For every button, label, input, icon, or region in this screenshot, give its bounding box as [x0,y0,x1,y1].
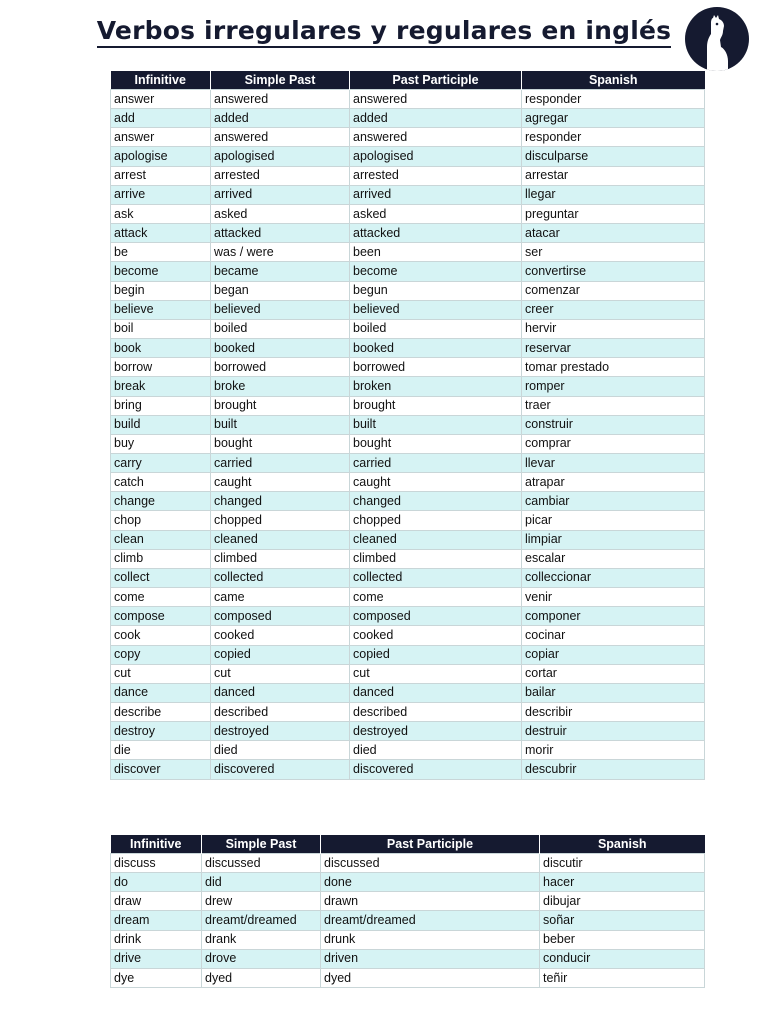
infinitive-cell: destroy [111,722,211,741]
column-header: Spanish [522,71,705,90]
infinitive-cell: ask [111,204,211,223]
infinitive-cell: dye [111,968,202,987]
spanish-cell: hervir [522,319,705,338]
table-row [111,911,705,930]
spanish-cell: limpiar [522,530,705,549]
alpaca-logo-icon [685,7,749,71]
past-participle-cell: changed [350,492,522,511]
past-participle-cell: discussed [321,854,540,873]
infinitive-cell: do [111,873,202,892]
table-row [111,204,705,223]
spanish-cell: creer [522,300,705,319]
simple-past-cell: climbed [211,549,350,568]
infinitive-cell: dance [111,683,211,702]
simple-past-cell: cleaned [211,530,350,549]
spanish-cell: cambiar [522,492,705,511]
table-row [111,224,705,243]
past-participle-cell: become [350,262,522,281]
simple-past-cell: did [202,873,321,892]
column-header: Spanish [540,835,705,854]
table-row [111,166,705,185]
infinitive-cell: compose [111,607,211,626]
spanish-cell: preguntar [522,204,705,223]
simple-past-cell: discussed [202,854,321,873]
table-row [111,434,705,453]
infinitive-cell: copy [111,645,211,664]
spanish-cell: responder [522,128,705,147]
spanish-cell: teñir [540,968,705,987]
infinitive-cell: die [111,741,211,760]
column-header: Simple Past [202,835,321,854]
infinitive-cell: dream [111,911,202,930]
simple-past-cell: caught [211,473,350,492]
infinitive-cell: clean [111,530,211,549]
past-participle-cell: destroyed [350,722,522,741]
past-participle-cell: dreamt/dreamed [321,911,540,930]
simple-past-cell: boiled [211,319,350,338]
simple-past-cell: built [211,415,350,434]
spanish-cell: colleccionar [522,568,705,587]
table-row [111,358,705,377]
past-participle-cell: borrowed [350,358,522,377]
table-header-row [111,835,705,854]
table-row [111,760,705,779]
spanish-cell: romper [522,377,705,396]
simple-past-cell: chopped [211,511,350,530]
spanish-cell: atrapar [522,473,705,492]
simple-past-cell: borrowed [211,358,350,377]
table-row [111,453,705,472]
table-row [111,262,705,281]
table-row [111,588,705,607]
past-participle-cell: asked [350,204,522,223]
past-participle-cell: danced [350,683,522,702]
table-row [111,741,705,760]
past-participle-cell: drawn [321,892,540,911]
simple-past-cell: arrived [211,185,350,204]
infinitive-cell: change [111,492,211,511]
table-row [111,949,705,968]
table-row [111,892,705,911]
infinitive-cell: boil [111,319,211,338]
spanish-cell: discutir [540,854,705,873]
table-row [111,281,705,300]
infinitive-cell: begin [111,281,211,300]
simple-past-cell: discovered [211,760,350,779]
table-row [111,568,705,587]
infinitive-cell: arrest [111,166,211,185]
infinitive-cell: book [111,339,211,358]
infinitive-cell: bring [111,396,211,415]
verbs-table-2 [110,835,705,988]
past-participle-cell: answered [350,90,522,109]
infinitive-cell: draw [111,892,202,911]
past-participle-cell: driven [321,949,540,968]
simple-past-cell: believed [211,300,350,319]
table-header-row [111,71,705,90]
simple-past-cell: brought [211,396,350,415]
spanish-cell: cocinar [522,626,705,645]
column-header: Past Participle [350,71,522,90]
infinitive-cell: chop [111,511,211,530]
table-row [111,90,705,109]
table-row [111,549,705,568]
infinitive-cell: believe [111,300,211,319]
simple-past-cell: changed [211,492,350,511]
infinitive-cell: discover [111,760,211,779]
column-header: Past Participle [321,835,540,854]
table-row [111,626,705,645]
page-title: Verbos irregulares y regulares en inglés [0,16,768,45]
simple-past-cell: drew [202,892,321,911]
table-row [111,339,705,358]
infinitive-cell: be [111,243,211,262]
simple-past-cell: dyed [202,968,321,987]
infinitive-cell: borrow [111,358,211,377]
spanish-cell: escalar [522,549,705,568]
spanish-cell: comprar [522,434,705,453]
table-row [111,185,705,204]
past-participle-cell: answered [350,128,522,147]
simple-past-cell: attacked [211,224,350,243]
column-header: Simple Past [211,71,350,90]
simple-past-cell: composed [211,607,350,626]
table-row [111,607,705,626]
table-row [111,968,705,987]
infinitive-cell: collect [111,568,211,587]
past-participle-cell: booked [350,339,522,358]
column-header: Infinitive [111,71,211,90]
table-row [111,147,705,166]
past-participle-cell: cleaned [350,530,522,549]
spanish-cell: describir [522,703,705,722]
simple-past-cell: came [211,588,350,607]
simple-past-cell: dreamt/dreamed [202,911,321,930]
table-row [111,530,705,549]
infinitive-cell: discuss [111,854,202,873]
spanish-cell: conducir [540,949,705,968]
spanish-cell: agregar [522,109,705,128]
past-participle-cell: brought [350,396,522,415]
table-row [111,128,705,147]
spanish-cell: hacer [540,873,705,892]
infinitive-cell: answer [111,90,211,109]
simple-past-cell: began [211,281,350,300]
spanish-cell: descubrir [522,760,705,779]
simple-past-cell: added [211,109,350,128]
spanish-cell: cortar [522,664,705,683]
spanish-cell: convertirse [522,262,705,281]
simple-past-cell: died [211,741,350,760]
simple-past-cell: apologised [211,147,350,166]
spanish-cell: destruir [522,722,705,741]
simple-past-cell: became [211,262,350,281]
spanish-cell: arrestar [522,166,705,185]
table-row [111,473,705,492]
table-row [111,664,705,683]
table-row [111,300,705,319]
infinitive-cell: carry [111,453,211,472]
table-row [111,854,705,873]
infinitive-cell: come [111,588,211,607]
table-row [111,415,705,434]
past-participle-cell: cooked [350,626,522,645]
infinitive-cell: build [111,415,211,434]
table-row [111,377,705,396]
table-row [111,243,705,262]
simple-past-cell: drove [202,949,321,968]
simple-past-cell: drank [202,930,321,949]
past-participle-cell: climbed [350,549,522,568]
past-participle-cell: caught [350,473,522,492]
table-row [111,109,705,128]
spanish-cell: soñar [540,911,705,930]
spanish-cell: comenzar [522,281,705,300]
simple-past-cell: booked [211,339,350,358]
simple-past-cell: answered [211,90,350,109]
infinitive-cell: drink [111,930,202,949]
column-header: Infinitive [111,835,202,854]
spanish-cell: llevar [522,453,705,472]
infinitive-cell: catch [111,473,211,492]
past-participle-cell: carried [350,453,522,472]
past-participle-cell: broken [350,377,522,396]
past-participle-cell: begun [350,281,522,300]
spanish-cell: picar [522,511,705,530]
simple-past-cell: described [211,703,350,722]
simple-past-cell: was / were [211,243,350,262]
past-participle-cell: attacked [350,224,522,243]
table-row [111,703,705,722]
table-row [111,645,705,664]
spanish-cell: ser [522,243,705,262]
table-row [111,396,705,415]
past-participle-cell: boiled [350,319,522,338]
table-row [111,683,705,702]
past-participle-cell: been [350,243,522,262]
table-row [111,319,705,338]
past-participle-cell: added [350,109,522,128]
past-participle-cell: dyed [321,968,540,987]
infinitive-cell: add [111,109,211,128]
past-participle-cell: copied [350,645,522,664]
infinitive-cell: climb [111,549,211,568]
spanish-cell: beber [540,930,705,949]
spanish-cell: traer [522,396,705,415]
simple-past-cell: collected [211,568,350,587]
simple-past-cell: answered [211,128,350,147]
past-participle-cell: collected [350,568,522,587]
spanish-cell: copiar [522,645,705,664]
infinitive-cell: describe [111,703,211,722]
spanish-cell: responder [522,90,705,109]
spanish-cell: morir [522,741,705,760]
verbs-table-1 [110,71,705,780]
past-participle-cell: arrested [350,166,522,185]
infinitive-cell: break [111,377,211,396]
past-participle-cell: described [350,703,522,722]
simple-past-cell: carried [211,453,350,472]
table-row [111,930,705,949]
past-participle-cell: discovered [350,760,522,779]
spanish-cell: bailar [522,683,705,702]
past-participle-cell: apologised [350,147,522,166]
spanish-cell: disculparse [522,147,705,166]
simple-past-cell: cooked [211,626,350,645]
simple-past-cell: cut [211,664,350,683]
past-participle-cell: bought [350,434,522,453]
infinitive-cell: attack [111,224,211,243]
past-participle-cell: done [321,873,540,892]
infinitive-cell: cut [111,664,211,683]
simple-past-cell: asked [211,204,350,223]
past-participle-cell: believed [350,300,522,319]
past-participle-cell: drunk [321,930,540,949]
table-row [111,722,705,741]
simple-past-cell: broke [211,377,350,396]
infinitive-cell: drive [111,949,202,968]
infinitive-cell: cook [111,626,211,645]
simple-past-cell: danced [211,683,350,702]
infinitive-cell: buy [111,434,211,453]
past-participle-cell: composed [350,607,522,626]
past-participle-cell: chopped [350,511,522,530]
spanish-cell: tomar prestado [522,358,705,377]
spanish-cell: venir [522,588,705,607]
past-participle-cell: built [350,415,522,434]
spanish-cell: dibujar [540,892,705,911]
past-participle-cell: cut [350,664,522,683]
spanish-cell: llegar [522,185,705,204]
infinitive-cell: become [111,262,211,281]
table-row [111,511,705,530]
simple-past-cell: destroyed [211,722,350,741]
spanish-cell: construir [522,415,705,434]
past-participle-cell: come [350,588,522,607]
infinitive-cell: arrive [111,185,211,204]
past-participle-cell: arrived [350,185,522,204]
past-participle-cell: died [350,741,522,760]
infinitive-cell: apologise [111,147,211,166]
spanish-cell: atacar [522,224,705,243]
spanish-cell: componer [522,607,705,626]
infinitive-cell: answer [111,128,211,147]
simple-past-cell: arrested [211,166,350,185]
simple-past-cell: copied [211,645,350,664]
table-row [111,492,705,511]
spanish-cell: reservar [522,339,705,358]
table-row [111,873,705,892]
simple-past-cell: bought [211,434,350,453]
